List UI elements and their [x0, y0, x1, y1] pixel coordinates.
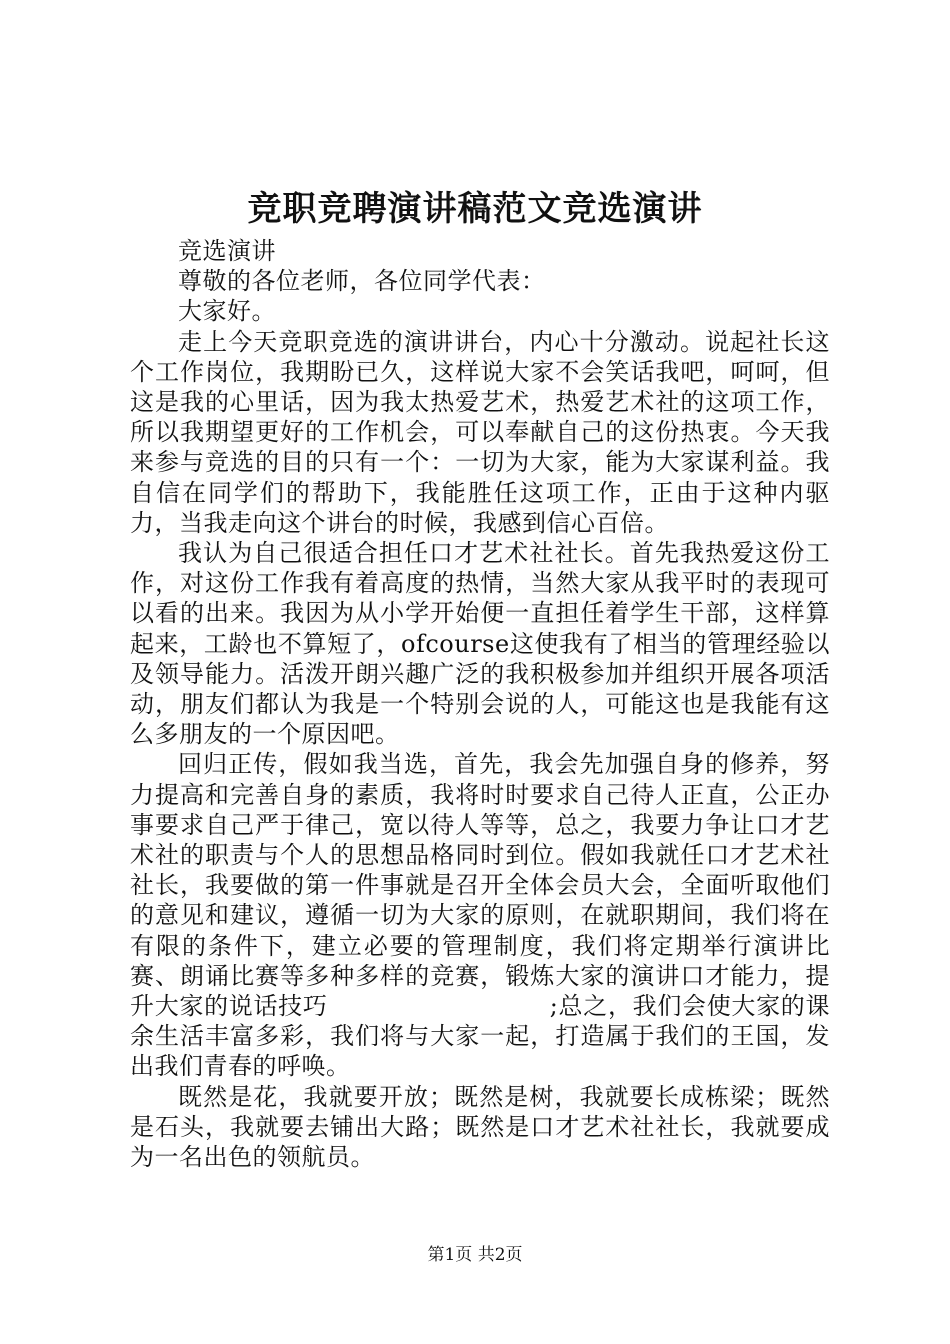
document-body [130, 236, 830, 1172]
page-footer: 第1页 共2页 [427, 1245, 523, 1265]
paragraph-body: 走上今天竞职竞选的演讲讲台，内心十分激动。说起社长这个工作岗位，我期盼已久，这样说大家不会笑话我吧，呵呵，但这是我的心里话，因为我太热爱艺术，热爱艺术社的这项工作，所以我期望更好的工作机会，可以奉献自己的这份热衷。今天我来参与竞选的目的只有一个：一切为大家，能为大家谋利益。我自信在同学们的帮助下，我能胜任这项工作，正由于这种内驱力，当我走向这个讲台的时候，我感到信心百倍。 [130, 327, 830, 537]
paragraph-salutation: 尊敬的各位老师，各位同学代表： [178, 267, 546, 296]
paragraph-heading: 竞选演讲 [178, 237, 276, 265]
paragraph-closing: 既然是花，我就要开放；既然是树，我就要长成栋梁；既然是石头，我就要去铺出大路；既然是口才艺术社社长，我就要成为一名出色的领航员。 [130, 1082, 830, 1172]
paragraph-body: 我认为自己很适合担任口才艺术社社长。首先我热爱这份工作，对这份工作我有着高度的热情，当然大家从我平时的表现可以看的出来。我因为从小学开始便一直担任着学生干部，这样算起来，工龄也不算短了，ofcourse这使我有了相当的管理经验以及领导能力。活泼开朗兴趣广泛的我积极参加并组织开展各项活动，朋友们都认为我是一个特别会说的人，可能这也是我能有这么多朋友的一个原因吧。 [130, 539, 830, 749]
paragraph-body: 回归正传，假如我当选，首先，我会先加强自身的修养，努力提高和完善自身的素质，我将时时要求自己待人正直，公正办事要求自己严于律己，宽以待人等等，总之，我要力争让口才艺术社的职责与个人的思想品格同时到位。假如我就任口才艺术社社长，我要做的第一件事就是召开全体会员大会，全面听取他们的意见和建议，遵循一切为大家的原则，在就职期间，我们将在有限的条件下，建立必要的管理制度，我们将定期举行演讲比赛、朗诵比赛等多种多样的竞赛，锻炼大家的演讲口才能力，提升大家的说话技巧 ;总之，我们会使大家的课余生活丰富多彩，我们将与大家一起，打造属于我们的王国，发出我们青春的呼唤。 [130, 750, 830, 1081]
paragraph-greeting: 大家好。 [178, 297, 276, 326]
document-title: 竞职竞聘演讲稿范文竞选演讲 [247, 189, 703, 229]
